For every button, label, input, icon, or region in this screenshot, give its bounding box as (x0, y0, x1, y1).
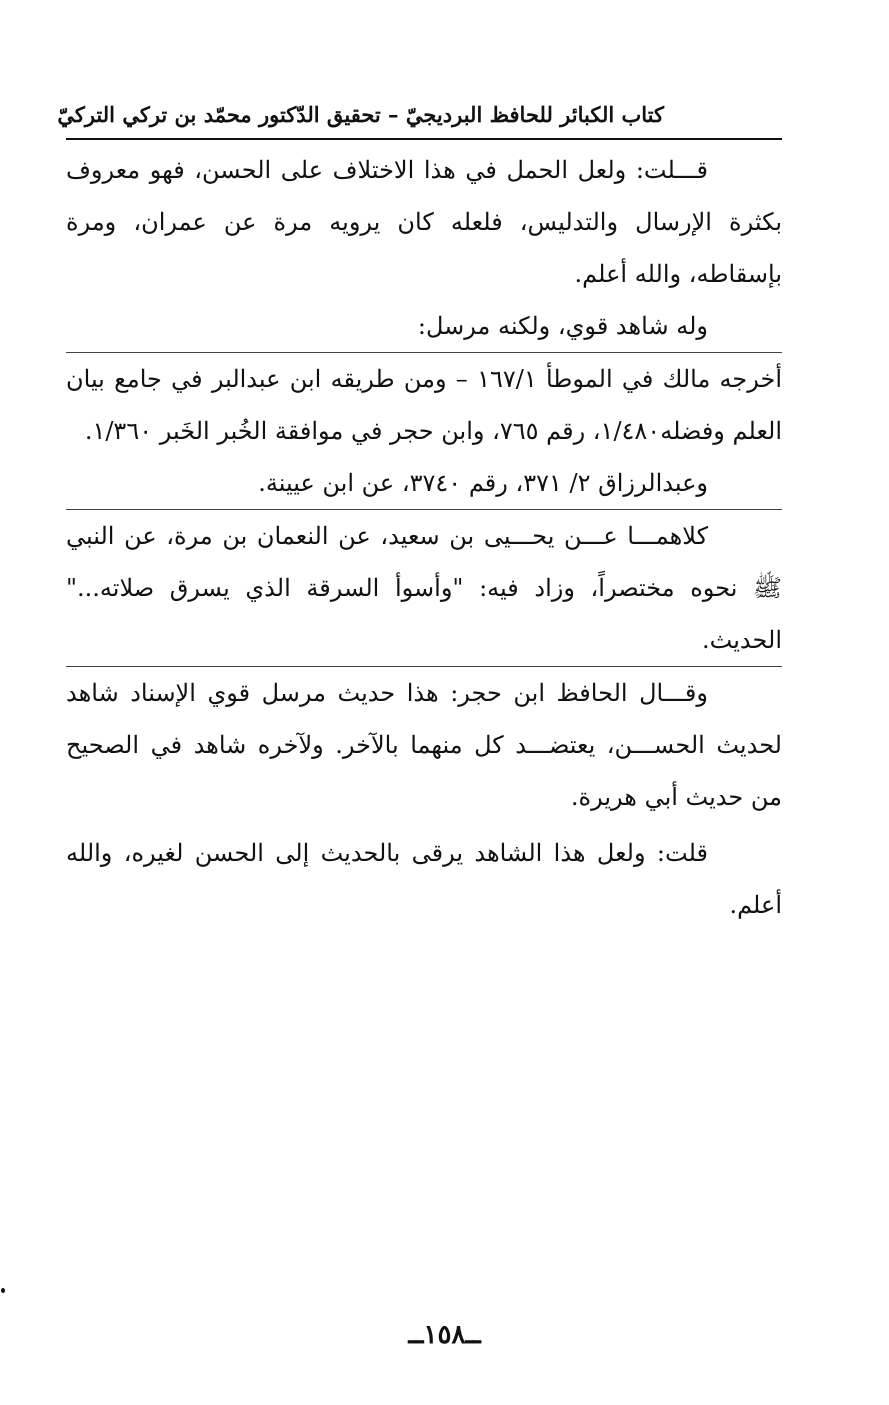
paragraph-takhrij-malik: أخرجه مالك في الموطأ ١٦٧/١ – ومن طريقه ابن عبدالبر في جامع بيان العلم وفضله١/٤٨٠، رقم ٧٦٥، وابن حجر في موافقة الخُبر الخَبر ١/٣٦٠. (66, 352, 782, 457)
body-text (66, 144, 782, 931)
page-header (57, 96, 782, 140)
scan-speck (1, 1288, 5, 1293)
paragraph-hasan-tadlis: قـــلت: ولعل الحمل في هذا الاختلاف على الحسن، فهو معروف بكثرة الإرسال والتدليس، فلعله كان يرويه مرة عن عمران، ومرة بإسقاطه، والله أعلم. (66, 156, 782, 288)
header-title: كتاب الكبائر للحافظ البرديجيّ – تحقيق الدّكتور محمّد بن تركي التركيّ (57, 102, 664, 127)
paragraph-takhrij-abdurrazzaq: وعبدالرزاق ٢/ ٣٧١، رقم ٣٧٤٠، عن ابن عيينة. (258, 469, 708, 497)
paragraph-conclusion: قلت: ولعل هذا الشاهد يرقى بالحديث إلى الحسن لغيره، والله أعلم. (66, 839, 782, 919)
paragraph-mursal-witness: وله شاهد قوي، ولكنه مرسل: (417, 312, 708, 340)
paragraph-ibn-hajar: وقـــال الحافظ ابن حجر: هذا حديث مرسل قوي الإسناد شاهد لحديث الحســـن، يعتضـــد كل منهما بالآخر. ولآخره شاهد في الصحيح من حديث أبي هريرة. (66, 666, 782, 823)
paragraph-both-narrators: كلاهمـــا عـــن يحـــيى بن سعيد، عن النعمان بن مرة، عن النبي ﷺ نحوه مختصراً، وزاد فيه: "وأسوأ السرقة الذي يسرق صلاته..." الحديث. (66, 509, 782, 666)
page-number: ــ١٥٨ــ (408, 1320, 481, 1350)
